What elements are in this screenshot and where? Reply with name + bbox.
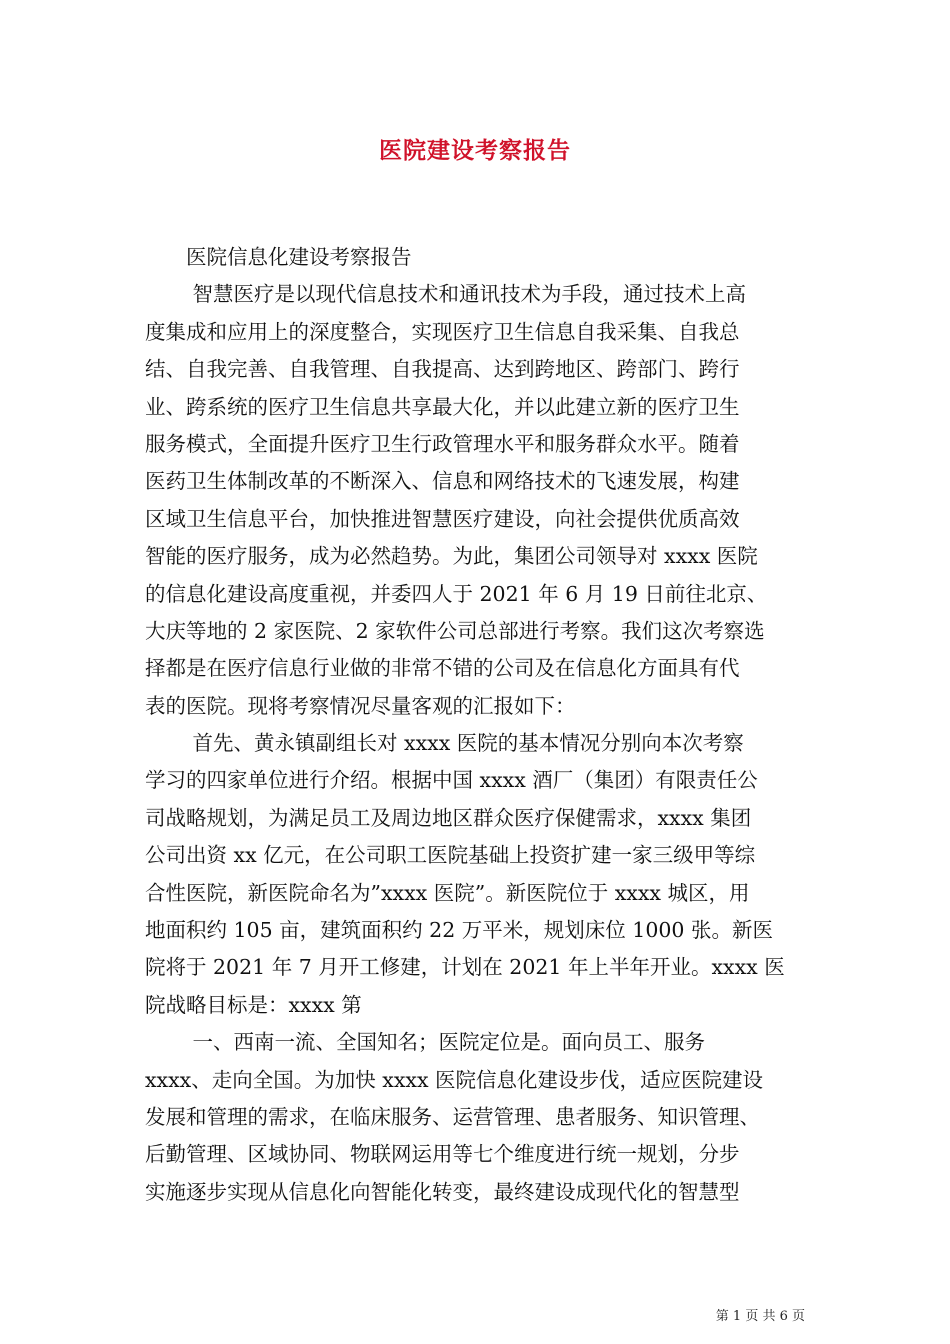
body-line: 院战略目标是：xxxx 第	[145, 992, 362, 1017]
body-line: 首先、黄永镇副组长对 xxxx 医院的基本情况分别向本次考察	[145, 731, 744, 756]
body-line: 合性医院，新医院命名为”xxxx 医院”。新医院位于 xxxx 城区，用	[145, 880, 750, 905]
body-line: 院将于 2021 年 7 月开工修建，计划在 2021 年上半年开业。xxxx 医	[145, 955, 785, 980]
body-line: 服务模式，全面提升医疗卫生行政管理水平和服务群众水平。随着	[145, 431, 740, 456]
body-line: 地面积约 105 亩，建筑面积约 22 万平米，规划床位 1000 张。新医	[145, 918, 773, 943]
body-line: 度集成和应用上的深度整合，实现医疗卫生信息自我采集、自我总	[145, 319, 740, 344]
body-line: 智能的医疗服务，成为必然趋势。为此，集团公司领导对 xxxx 医院	[145, 544, 758, 569]
body-line: 司战略规划，为满足员工及周边地区群众医疗保健需求，xxxx 集团	[145, 805, 752, 830]
body-line: 区域卫生信息平台，加快推进智慧医疗建设，向社会提供优质高效	[145, 506, 740, 531]
document-body	[145, 239, 825, 1211]
body-line: 公司出资 xx 亿元，在公司职工医院基础上投资扩建一家三级甲等综	[145, 843, 756, 868]
body-line: 结、自我完善、自我管理、自我提高、达到跨地区、跨部门、跨行	[145, 357, 740, 382]
body-line: 后勤管理、区域协同、物联网运用等七个维度进行统一规划，分步	[145, 1142, 740, 1167]
page-number: 第 1 页 共 6 页	[715, 1309, 805, 1324]
body-line: 智慧医疗是以现代信息技术和通讯技术为手段，通过技术上高	[145, 282, 747, 307]
body-line: xxxx、走向全国。为加快 xxxx 医院信息化建设步伐，适应医院建设	[145, 1067, 764, 1092]
body-line: 大庆等地的 2 家医院、2 家软件公司总部进行考察。我们这次考察选	[145, 618, 765, 643]
body-line: 业、跨系统的医疗卫生信息共享最大化，并以此建立新的医疗卫生	[145, 394, 740, 419]
body-line: 的信息化建设高度重视，并委四人于 2021 年 6 月 19 日前往北京、	[145, 581, 768, 606]
document-title: 医院建设考察报告	[379, 137, 571, 164]
body-line: 发展和管理的需求，在临床服务、运营管理、患者服务、知识管理、	[145, 1104, 760, 1129]
body-line: 实施逐步实现从信息化向智能化转变，最终建设成现代化的智慧型	[145, 1179, 740, 1204]
body-line: 表的医院。现将考察情况尽量客观的汇报如下：	[145, 693, 576, 718]
body-line: 一、西南一流、全国知名；医院定位是。面向员工、服务	[145, 1030, 706, 1055]
body-line: 择都是在医疗信息行业做的非常不错的公司及在信息化方面具有代	[145, 656, 740, 681]
body-line: 学习的四家单位进行介绍。根据中国 xxxx 酒厂（集团）有限责任公	[145, 768, 758, 793]
body-line: 医院信息化建设考察报告	[145, 245, 412, 269]
body-line: 医药卫生体制改革的不断深入、信息和网络技术的飞速发展，构建	[145, 469, 740, 494]
